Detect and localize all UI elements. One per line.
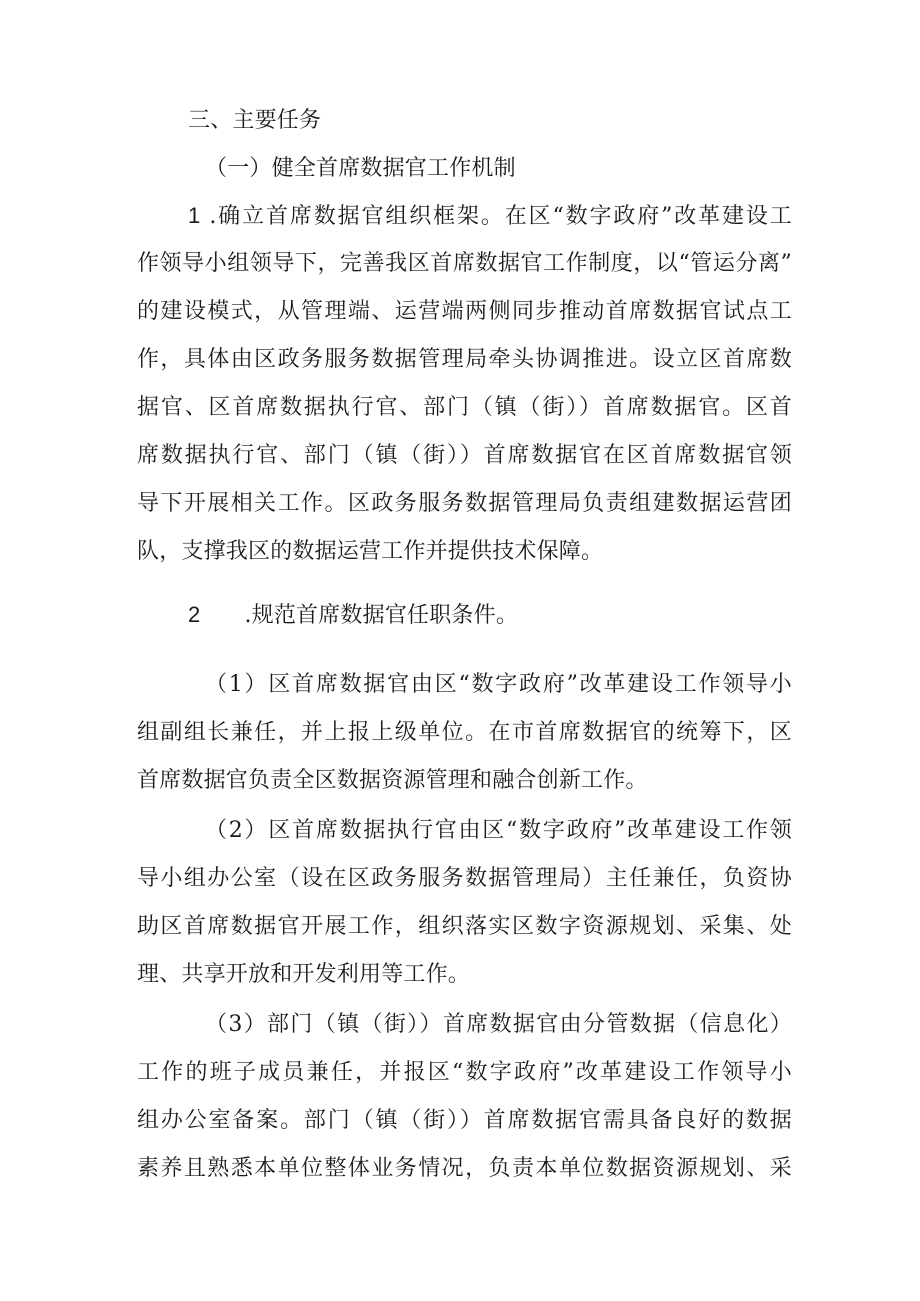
item-1-line-5: 据官、区首席数据执行官、部门（镇（街））首席数据官。区首 (137, 395, 792, 420)
item-1-line-6: 席数据执行官、部门（镇（街））首席数据官在区首席数据官领 (137, 443, 792, 468)
item-1-line-7: 导下开展相关工作。区政务服务数据管理局负责组建数据运营团 (137, 491, 792, 516)
section-title: 三、主要任务 (188, 108, 322, 133)
sub-3-line-2: 工作的班子成员兼任，并报区“数字政府”改革建设工作领导小 (137, 1060, 792, 1085)
item-2-text: .规范首席数据官任职条件。 (244, 603, 519, 628)
sub-1-line-1: （1）区首席数据官由区“数字政府”改革建设工作领导小 (205, 672, 792, 697)
sub-3-line-3: 组办公室备案。部门（镇（街））首席数据官需具备良好的数据 (137, 1108, 792, 1133)
item-2-line (188, 600, 843, 631)
item-2-number: 2 (188, 602, 201, 627)
item-1-text: .确立首席数据官组织框架。在区“数字政府”改革建设工 (209, 204, 792, 229)
subsection-title: （一）健全首席数据官工作机制 (205, 156, 516, 181)
sub-2-line-4: 理、共享开放和开发利用等工作。 (137, 962, 471, 987)
item-1-line-2: 作领导小组领导下，完善我区首席数据官工作制度，以“管运分离” (137, 251, 792, 276)
item-1-number: 1 (188, 203, 201, 228)
sub-3-line-4: 素养且熟悉本单位整体业务情况，负责本单位数据资源规划、采 (137, 1156, 792, 1181)
sub-2-line-1: （2）区首席数据执行官由区“数字政府”改革建设工作领 (205, 818, 792, 843)
item-1-line-3: 的建设模式，从管理端、运营端两侧同步推动首席数据官试点工 (137, 299, 792, 324)
item-1-line-1 (188, 201, 792, 232)
sub-2-line-3: 助区首席数据官开展工作，组织落实区数字资源规划、采集、处 (137, 914, 792, 939)
sub-1-line-3: 首席数据官负责全区数据资源管理和融合创新工作。 (137, 768, 648, 793)
sub-2-line-2: 导小组办公室（设在区政务服务数据管理局）主任兼任，负资协 (137, 866, 792, 891)
item-1-line-4: 作，具体由区政务服务数据管理局牵头协调推进。设立区首席数 (137, 347, 792, 372)
item-1-line-8: 队，支撑我区的数据运营工作并提供技术保障。 (137, 539, 604, 564)
sub-1-line-2: 组副组长兼任，并上报上级单位。在市首席数据官的统筹下，区 (137, 720, 792, 745)
sub-3-line-1: （3）部门（镇（街））首席数据官由分管数据（信息化） (205, 1012, 792, 1037)
